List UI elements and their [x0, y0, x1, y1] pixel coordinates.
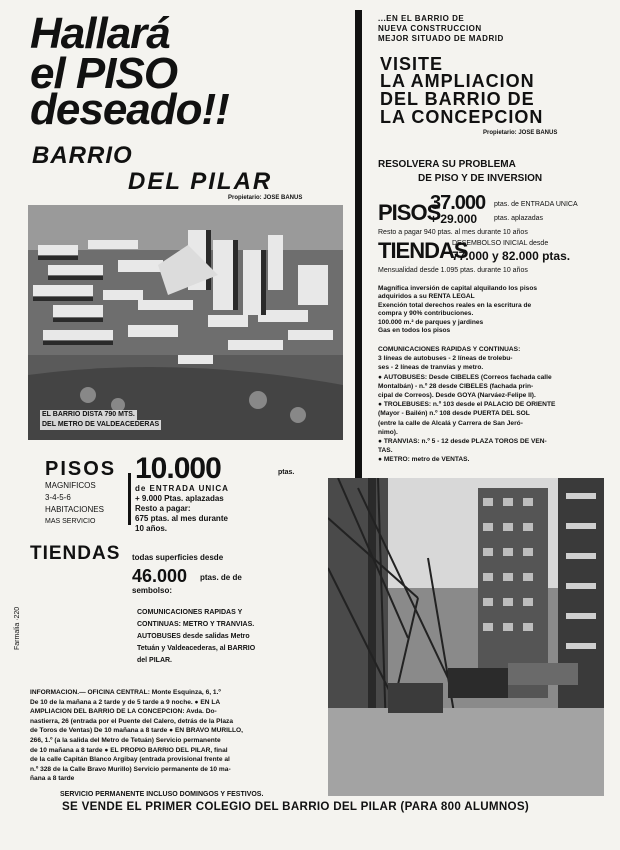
left-resto: Resto a pagar:: [135, 504, 191, 513]
left-pisos-label: PISOS: [45, 458, 117, 480]
right-pisos-aplazadas: ptas. aplazadas: [494, 215, 544, 222]
right-com-8: (Mayor - Bailén) n.º 108 desde PUERTA DEL SOL: [378, 410, 530, 418]
footer-colegio: SE VENDE EL PRIMER COLEGIO DEL BARRIO DEL PILAR (PARA 800 ALUMNOS): [62, 800, 530, 813]
info-line-9: n.º 328 de la Calle Bravo Murillo) Servicio permanente de 10 ma-: [30, 765, 231, 773]
right-tiendas-label: TIENDAS: [378, 238, 468, 263]
right-magnifica-block: [378, 285, 598, 335]
right-comunicaciones-block: [378, 345, 598, 465]
right-pisos-price: 37.000: [430, 192, 486, 214]
left-tiendas-price: 46.000: [132, 566, 188, 586]
photo-caption-2: DEL METRO DE VALDEACEDERAS: [42, 421, 160, 428]
right-tiendas-desembolso: DESEMBOLSO INICIAL desde: [452, 240, 549, 247]
left-anos: 10 años.: [135, 524, 168, 533]
right-com-11: ● TRANVIAS: n.º 5 - 12 desde PLAZA TOROS DE VEN-: [378, 438, 547, 446]
left-habitaciones: HABITACIONES: [45, 505, 104, 514]
left-comms-5: del PILAR.: [137, 657, 173, 664]
left-tiendas-label: TIENDAS: [30, 543, 121, 564]
aerial-photo: [28, 205, 343, 440]
left-price-divider: [128, 473, 131, 525]
street-photo: [328, 478, 604, 796]
right-ampliacion-3: LA CONCEPCION: [380, 107, 544, 127]
right-pisos-plus: + 29.000: [430, 212, 478, 226]
right-com-10: nimo).: [378, 428, 398, 436]
left-comms-1: COMUNICACIONES RAPIDAS Y: [137, 609, 243, 616]
left-entrada: de ENTRADA UNICA: [135, 484, 229, 493]
right-ampliacion-1: LA AMPLIACION: [380, 71, 535, 91]
info-line-6: 266, 1.º (a la salida del Metro de Tetuán) Servicio permanente: [30, 736, 221, 744]
right-com-2: 3 líneas de autobuses - 2 líneas de trolebu-: [378, 355, 513, 363]
right-mag-6: Gas en todos los pisos: [378, 327, 451, 335]
info-line-10: ñana a 8 tarde: [30, 775, 75, 783]
info-line-1: INFORMACION.— OFICINA CENTRAL: Monte Esquinza, 6, 1.º: [30, 689, 221, 696]
photo-caption-1: EL BARRIO DISTA 790 MTS.: [42, 411, 135, 418]
right-com-4: ● AUTOBUSES: Desde CIBELES (Correos fachada calle: [378, 373, 552, 381]
right-com-3: ses - 2 líneas de tranvías y metro.: [378, 364, 484, 372]
headline-line-2: el PISO: [30, 49, 178, 98]
footer-servicio: SERVICIO PERMANENTE INCLUSO DOMINGOS Y FESTIVOS.: [60, 791, 264, 798]
right-tiendas-prices: 77.000 y 82.000 ptas.: [452, 249, 571, 263]
left-comms-2: CONTINUAS: METRO Y TRANVIAS.: [137, 621, 255, 628]
right-mag-5: 100.000 m.² de parques y jardines: [378, 318, 484, 326]
left-mas-servicio: MAS SERVICIO: [45, 518, 96, 525]
del-pilar-title: DEL PILAR: [128, 168, 273, 195]
headline-line-3: deseado!!: [30, 85, 229, 134]
right-mag-3: Exención total derechos reales en la escritura de: [378, 301, 532, 309]
right-com-1: COMUNICACIONES RAPIDAS Y CONTINUAS:: [378, 346, 521, 353]
info-line-7: de 10 mañana a 8 tarde ● EL PROPIO BARRIO DEL PILAR, final: [30, 746, 228, 754]
right-com-13: ● METRO: metro de VENTAS.: [378, 456, 470, 464]
vertical-credit: Farmalia ·220: [14, 606, 21, 650]
right-pisos-entrada: ptas. de ENTRADA UNICA: [494, 201, 578, 208]
right-pisos-label: PISOS: [378, 200, 441, 225]
right-com-6: cipal de Correos). Desde GOYA (Narváez-Felipe II).: [378, 392, 536, 400]
left-desembolso: sembolso:: [132, 586, 173, 595]
right-resolvera-2: DE PISO Y DE INVERSION: [418, 173, 543, 184]
left-tiendas-ptas: ptas. de de: [200, 573, 242, 582]
barrio-title: BARRIO: [32, 142, 133, 169]
right-mag-1: Magnífica inversión de capital alquilando los pisos: [378, 285, 538, 292]
right-com-12: TAS.: [378, 447, 393, 455]
right-ampliacion-2: DEL BARRIO DE: [380, 89, 535, 109]
right-mag-4: compra y 90% contribuciones.: [378, 310, 474, 318]
right-com-9: (entre la calle de Alcalá y Carrera de San Jeró-: [378, 419, 523, 427]
right-top-2: NUEVA CONSTRUCCION: [378, 24, 482, 33]
left-pisos-ptas: ptas.: [278, 469, 295, 476]
info-paragraph: [30, 688, 325, 784]
info-line-5: de Toros de Ventas) De 10 mañana a 8 tarde ● EN BRAVO MURILLO,: [30, 727, 243, 735]
info-line-4: nastierra, 26 (entrada por el Puente del Calero, detrás de la Plaza: [30, 717, 234, 725]
right-tiendas-mensualidad: Mensualidad desde 1.095 ptas. durante 10 años: [378, 267, 528, 274]
right-top-3: MEJOR SITUADO DE MADRID: [378, 34, 504, 43]
left-propietario: Propietario: JOSE BANUS: [228, 195, 303, 201]
left-aplazadas: + 9.000 Ptas. aplazadas: [135, 494, 224, 503]
left-comms-3: AUTOBUSES desde salidas Metro: [137, 633, 250, 640]
right-top-block: [378, 14, 504, 44]
right-com-7: ● TROLEBUSES: n.º 103 desde el PALACIO DE ORIENTE: [378, 401, 556, 409]
right-resolvera-1: RESOLVERA SU PROBLEMA: [378, 159, 516, 170]
right-pisos-resto: Resto a pagar 940 ptas. al mes durante 10 años: [378, 229, 528, 236]
headline-line-1: Hallará: [30, 9, 170, 58]
right-ampliacion: [380, 72, 543, 126]
left-tiendas-line: todas superficies desde: [132, 553, 224, 562]
right-visite: VISITE: [380, 54, 444, 74]
right-top-1: ...EN EL BARRIO DE: [378, 14, 465, 23]
right-propietario: Propietario: JOSE BANUS: [483, 130, 558, 136]
left-pisos-price: 10.000: [135, 452, 221, 485]
right-mag-2: adquiridos a su RENTA LEGAL: [378, 293, 475, 301]
info-line-3: AMPLIACION DEL BARRIO DE LA CONCEPCION: Avda. Do-: [30, 708, 217, 716]
info-line-8: de la calle Capitán Blanco Argibay (entrada provisional frente al: [30, 756, 230, 764]
info-line-2: De 10 de la mañana a 2 tarde y de 5 tarde a 9 noche. ● EN LA: [30, 698, 221, 706]
left-sizes: 3-4-5-6: [45, 493, 71, 502]
left-resto-detail: 675 ptas. al mes durante: [135, 514, 228, 523]
right-vertical-rule: [355, 10, 362, 480]
left-magnificos: MAGNIFICOS: [45, 481, 96, 490]
right-com-5: Montalbán) - n.º 28 desde CIBELES (fachada prin-: [378, 382, 534, 390]
left-comms-4: Tetuán y Valdeacederas, al BARRIO: [137, 645, 256, 652]
